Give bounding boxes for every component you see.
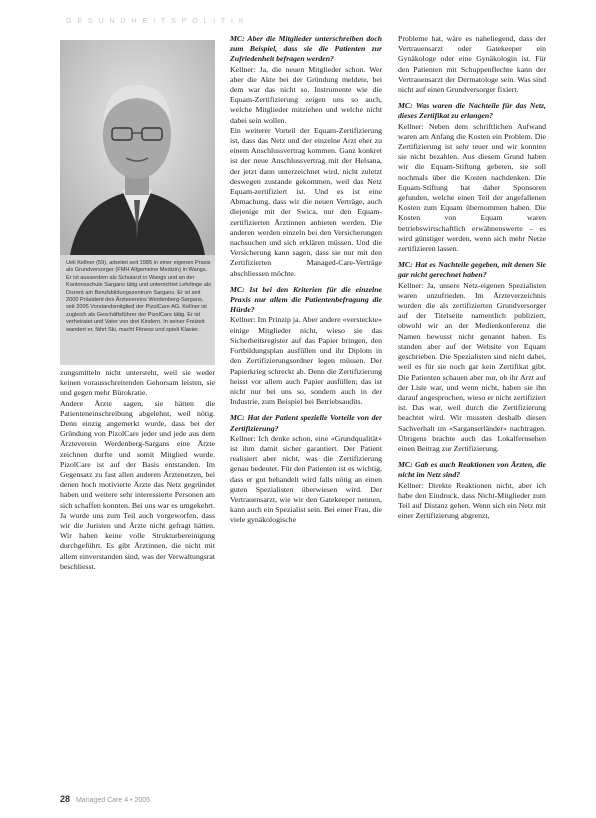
- interview-question: MC: Hat es Nachteile gegeben, mit denen Sie gar nicht gerechnet haben?: [398, 260, 546, 280]
- column-1: [60, 368, 215, 572]
- column-2: [230, 34, 382, 526]
- body-paragraph: Andere Ärzte sagen, sie hätten die Patienteneinschreibung abgelehnt, weil nötig. Denn einzig angemerkt wurde, dass bei der Gründung von PizolCare jeder und jede aus dem Ärzteverein Werdenberg-Sargans eine Ärzte zeichnen durfte und somit Mitglied wurde. PizolCare ist auf der Basis entstanden. Im Gegensatz zu fast allen anderen Ärztenetzen, bei denen hoch motivierte Ärzte das Netz gegründet haben und weitere sehr interessierte Personen am sich schaffen konnten. Bei uns war es umgekehrt. Ja wurde uns zum Teil auch vorgeworfen, dass wir die Juristen und Ärzte nicht gefragt hätten. Wir haben keine volle Strukturbereinigung durchgeführt. Es gibt Ärztinnen, die nicht mit allem einverstanden sind, was der Verwaltungsrat beschliesst.: [60, 398, 215, 571]
- magazine-name: Managed Care 4 • 2005: [75, 797, 151, 804]
- portrait-caption: Ueli Kellner (59), arbeitet seit 1985 in einer eigenen Praxis als Grundversorger (FMH Allgemeine Medizin) in Wangs. Er ist ausserdem als Schularzt in Wangs und an der Kantonsschule Sargans tätig und unterrichtet Lehrlinge als Dozent am Berufsbildungszentrum Sargans. Er ist seit 2000 Präsident des Ärztevereins Werdenberg-Sargans, seit 2005 Vorstandsmitglied der PizolCare AG. Kellner ist zugleich als Geschäftsführer der PizolCare tätig. Er ist verheiratet und Vater von drei Kindern. In seiner Freizeit wandert er, fährt Ski, macht Fitness und spielt Klavier.: [66, 260, 211, 333]
- interview-question: MC: Aber die Mitglieder unterschreiben doch zum Beispiel, dass sie die Patienten zur Zufriedenheit befragen werden?: [230, 34, 382, 64]
- page-footer: [60, 794, 150, 804]
- body-paragraph: zungsmitteln nicht untersteht, weil sie weder keinen vorausschreitenden Gehorsam leisten, sie und gegen mehr Bürokratie.: [60, 368, 215, 398]
- body-paragraph: Kellner: Ja, unsere Netz-eigenen Spezialisten waren unzufrieden. Im Ärzteverzeichnis wurden die als zertifizierten Grundversorger auf der Titelseite namentlich publiziert, obwohl wir an der Medienkonferenz die Namen bewusst nicht genannt haben. Es standen aber auf der Website von Equam geschrieben. Die Spezialisten sind nicht dabei, weil es für sie noch gar kein Zertifikat gibt. Die Patienten schauen aber nur, ob ihr Arzt auf der Liste war, und wenn nicht, haben sie ihn darauf angesprochen, wieso er nicht zertifiziert ist. Das war, weil durch die Zertifizierung beachtet wird. Wir mussten deshalb diesen Sachverhalt im «Sarganserländer» nachtragen. Übrigens brachte auch das Lokalfernsehen einen Beitrag zur Zertifizierung.: [398, 280, 546, 453]
- section-label: G E S U N D H E I T S P O L I T I K: [66, 18, 246, 25]
- body-paragraph: Kellner: Ja, die neuen Mitglieder schon. Wer aber die Akte bei der Gründung meldete, bei dem war das nicht so. Instrumente wie die Equam-Zertifizierung zeigen uns so auch, welche Mitglieder mitziehen und welche nicht dabei sein wollen.: [230, 64, 382, 125]
- portrait-image: [60, 40, 215, 255]
- interview-question: MC: Hat der Patient spezielle Vorteile von der Zertifizierung?: [230, 413, 382, 433]
- body-paragraph: Kellner: Neben dem schriftlichen Aufwand waren am Anfang die Kosten ein Problem. Die Zertifizierung ist sehr teuer und wir konnten sie nicht bezahlen. Aus diesem Grund haben wir die Equam-Stiftung gebeten, sie soll nochmals über die Kosten nachdenken. Die Equam-Stiftung hat daher Sponsoren gefunden, welche einen Teil der angefallenen Kosten zum Equam übernommen haben. Die Kosten von Equam waren betriebswirtschaftlich erwähnenswerte – es wird günstiger werden, wenn sich mehr Netze zertifizieren lassen.: [398, 121, 546, 254]
- body-paragraph: Probleme hat, wäre es naheliegend, dass der Vertrauensarzt oder Gatekeeper ein Gynäkologe oder eine Gynäkologin ist. Für den Patienten mit Schuppenflechte kann der Vertrauensarzt der Dermatologe sein. Was sind nicht auf einen Grundversorger fixiert.: [398, 34, 546, 95]
- portrait-photo: [60, 40, 215, 255]
- interview-question: MC: Was waren die Nachteile für das Netz, dieses Zertifikat zu erlangen?: [398, 101, 546, 121]
- page-number: 28: [60, 794, 71, 804]
- body-paragraph: Kellner: Ich denke schon, eine «Grundqualität» ist ihm damit sicher garantiert. Der Patient realisiert aber nicht, was die Zertifizierung genau bedeutet. Für den Patienten ist es wichtig, dass er gut behandelt wird falls nötig an einen guten Spezialisten überwiesen wird. Der Vertrauensarzt, wie wir den Gatekeeper nennen, kann auch ein Spezialist sein. Bei einer Frau, die viele gynäkologische: [230, 433, 382, 525]
- portrait-box: [60, 40, 215, 365]
- column-3: [398, 34, 546, 521]
- interview-question: MC: Gab es auch Reaktionen von Ärzten, die nicht im Netz sind?: [398, 460, 546, 480]
- body-paragraph: Kellner: Direkte Reaktionen nicht, aber ich habe den Eindruck, dass Nicht-Mitglieder zum Teil auf Distanz gehen. Wenn sich ein Netz mit einer Zertifizierung abgrenzt,: [398, 480, 546, 521]
- body-paragraph: Ein weiterer Vorteil der Equam-Zertifizierung ist, dass das Netz und der einzelne Arzt eher zu einem Anschlussvertrag kommen. Ganz konkret ist der neue Anschlussvertrag mit der Helsana, der jetzt dann unterzeichnet wird, nicht zuletzt deswegen zustande gekommen, weil das Netz Equam-zertifiziert ist. Und es ist eine Abmachung, dass wir die neuen Verträge, auch diejenige mit der Swica, nur den Equam-zertifizierten Ärztinnen anbieten werden. Die anderen werden einzeln bei den Versicherungen nachsuchen und sich erklären müssen. Und die Versicherung kann sagen, dass sie nur mit den Zertifizierten Managed-Care-Verträge abschliessen möchte.: [230, 125, 382, 278]
- interview-question: MC: Ist bei den Kriterien für die einzelne Praxis nur allem die Patientenbefragung die Hürde?: [230, 284, 382, 315]
- body-paragraph: Kellner: Im Prinzip ja. Aber andere «versteckte» einige Mitglieder nicht, wieso sie das Sicherheitsregister auf das Papier bringen, den Fortbildungsplan ausfüllen und ihr Diplom in den Zertifizierungsordner legen müssen. Der Papierkrieg schreckt ab. Denn die Zertifizierung heisst vor allem auch Papier ausfüllen; das ist nicht nur bei uns so, sondern auch in der Industrie, zum Beispiel bei Betriebsaudits.: [230, 315, 382, 407]
